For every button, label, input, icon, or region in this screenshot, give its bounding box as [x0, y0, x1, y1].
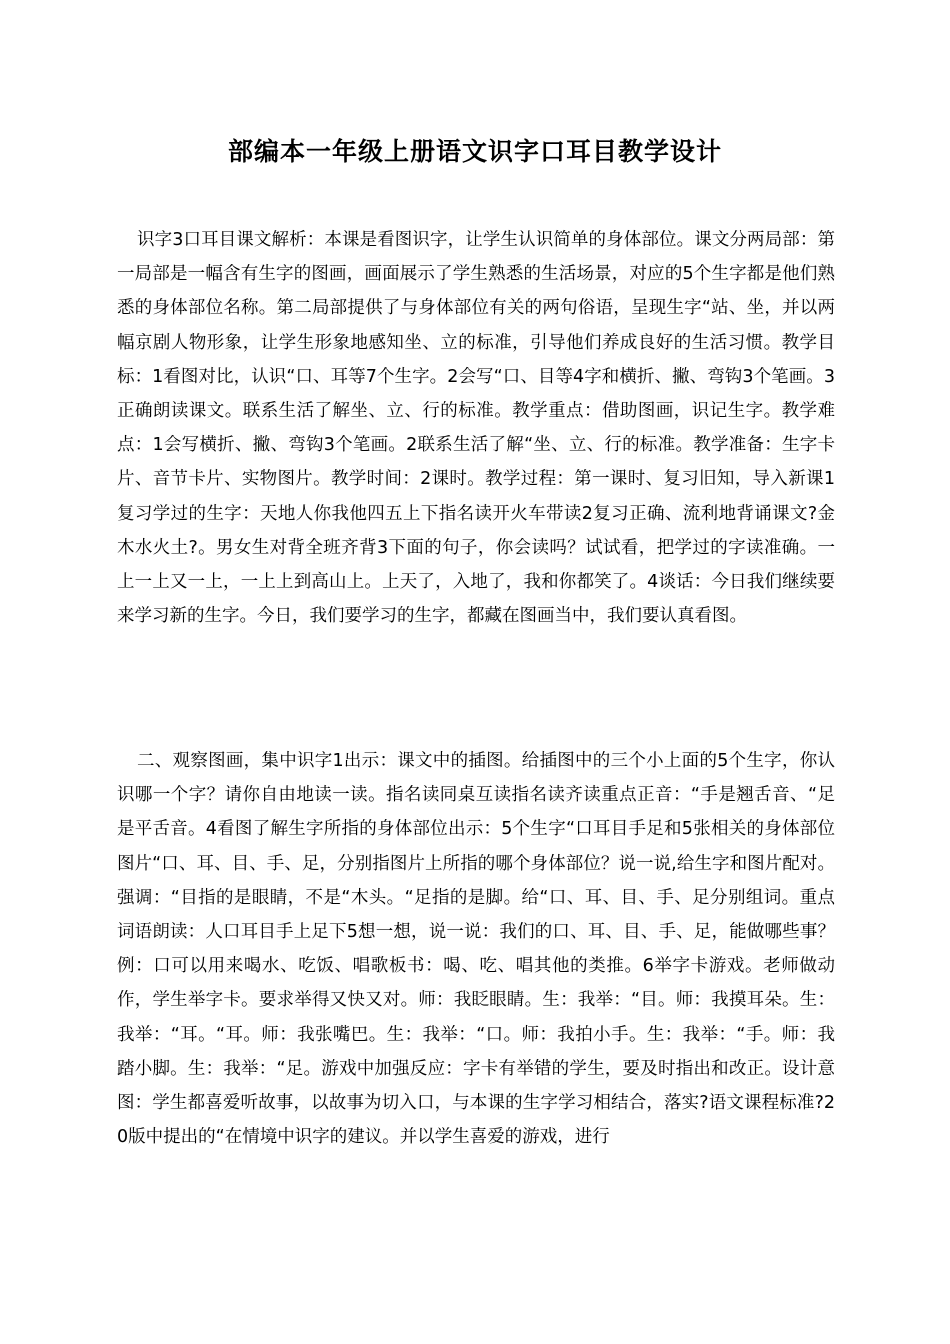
body-paragraph-1: 识字3口耳目课文解析：本课是看图识字，让学生认识简单的身体部位。课文分两局部：第一局部是一幅含有生字的图画，画面展示了学生熟悉的生活场景，对应的5个生字都是他们熟悉的身体部位名称。第二局部提供了与身体部位有关的两句俗语，呈现生字“站、坐，并以两幅京剧人物形象，让学生形象地感知坐、立的标准，引导他们养成良好的生活习惯。教学目标：1看图对比，认识“口、耳等7个生字。2会写“口、目等4字和横折、撇、弯钩3个笔画。3正确朗读课文。联系生活了解坐、立、行的标准。教学重点：借助图画，识记生字。教学难点：1会写横折、撇、弯钩3个笔画。2联系生活了解“坐、立、行的标准。教学准备：生字卡片、音节卡片、实物图片。教学时间：2课时。教学过程：第一课时、复习旧知，导入新课1复习学过的生字：天地人你我他四五上下指名读开火车带读2复习正确、流利地背诵课文?金木水火土?。男女生对背全班齐背3下面的句子，你会读吗？试试看，把学过的字读准确。一上一上又一上，一上上到高山上。上天了，入地了，我和你都笑了。4谈话：今日我们继续要来学习新的生字。今日，我们要学习的生字，都藏在图画当中，我们要认真看图。 — [117, 230, 835, 627]
body-paragraph-2: 二、观察图画，集中识字1出示：课文中的插图。给插图中的三个小上面的5个生字，你认识哪一个字？请你自由地读一读。指名读同桌互读指名读齐读重点正音：“手是翘舌音、“足是平舌音。4看图了解生字所指的身体部位出示：5个生字“口耳目手足和5张相关的身体部位图片“口、耳、目、手、足，分别指图片上所指的哪个身体部位？说一说,给生字和图片配对。强调：“目指的是眼睛，不是“木头。“足指的是脚。给“口、耳、目、手、足分别组词。重点词语朗读：人口耳目手上足下5想一想，说一说：我们的口、耳、目、手、足，能做哪些事？例：口可以用来喝水、吃饭、唱歌板书：喝、吃、唱其他的类推。6举字卡游戏。老师做动作，学生举字卡。要求举得又快又对。师：我眨眼睛。生：我举：“目。师：我摸耳朵。生：我举：“耳。“耳。师：我张嘴巴。生：我举：“口。师：我拍小手。生：我举：“手。师：我踏小脚。生：我举：“足。游戏中加强反应：字卡有举错的学生，要及时指出和改正。设计意图：学生都喜爱听故事，以故事为切入口，与本课的生字学习相结合，落实?语文课程标准?20版中提出的“在情境中识字的建议。并以学生喜爱的游戏，进行 — [117, 751, 835, 1148]
document-title: 部编本一年级上册语文识字口耳目教学设计 — [227, 137, 722, 166]
